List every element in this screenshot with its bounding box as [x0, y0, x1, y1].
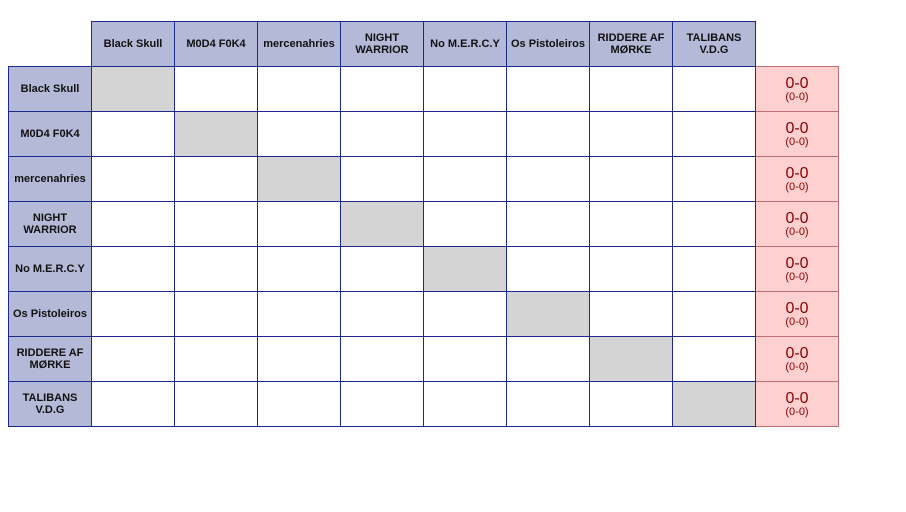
result-subscore: (0-0)	[785, 136, 809, 148]
match-cell[interactable]	[175, 247, 258, 292]
column-header-label: Black Skull	[103, 38, 163, 50]
row-header-label: RIDDERE AF MØRKE	[16, 347, 84, 371]
column-header-label: NIGHT WARRIOR	[355, 32, 409, 56]
match-cell[interactable]	[341, 112, 424, 157]
result-cell	[756, 337, 839, 382]
match-cell[interactable]	[175, 337, 258, 382]
result-subscore: (0-0)	[785, 316, 809, 328]
table-row	[9, 67, 839, 112]
result-cell	[756, 112, 839, 157]
column-header-team	[175, 22, 258, 67]
table-row	[9, 247, 839, 292]
column-header-team	[590, 22, 673, 67]
diagonal-cell	[92, 67, 175, 112]
column-header-team	[507, 22, 590, 67]
match-cell[interactable]	[92, 337, 175, 382]
match-cell[interactable]	[424, 337, 507, 382]
result-score: 0-0	[785, 390, 809, 407]
result-subscore: (0-0)	[785, 406, 809, 418]
column-header-team	[341, 22, 424, 67]
result-subscore: (0-0)	[785, 91, 809, 103]
match-cell[interactable]	[673, 112, 756, 157]
match-cell[interactable]	[258, 202, 341, 247]
column-header-label: Os Pistoleiros	[511, 38, 585, 50]
column-header-team	[424, 22, 507, 67]
match-cell[interactable]	[590, 202, 673, 247]
row-header-label: M0D4 F0K4	[20, 128, 80, 140]
table-row	[9, 382, 839, 427]
result-score: 0-0	[785, 75, 809, 92]
match-cell[interactable]	[590, 67, 673, 112]
match-cell[interactable]	[424, 157, 507, 202]
match-cell[interactable]	[590, 157, 673, 202]
result-score: 0-0	[785, 210, 809, 227]
result-subscore: (0-0)	[785, 361, 809, 373]
match-cell[interactable]	[424, 67, 507, 112]
row-header-team	[9, 337, 92, 382]
match-cell[interactable]	[92, 382, 175, 427]
match-cell[interactable]	[424, 202, 507, 247]
match-cell[interactable]	[175, 382, 258, 427]
match-cell[interactable]	[258, 292, 341, 337]
match-cell[interactable]	[258, 112, 341, 157]
match-cell[interactable]	[507, 247, 590, 292]
row-header-team	[9, 247, 92, 292]
match-cell[interactable]	[175, 67, 258, 112]
table-row	[9, 292, 839, 337]
match-cell[interactable]	[590, 247, 673, 292]
row-header-team	[9, 202, 92, 247]
diagonal-cell	[258, 157, 341, 202]
column-header-label: mercenahries	[263, 38, 335, 50]
table-row	[9, 202, 839, 247]
column-header-team	[673, 22, 756, 67]
match-cell[interactable]	[507, 337, 590, 382]
match-cell[interactable]	[92, 112, 175, 157]
match-cell[interactable]	[341, 337, 424, 382]
match-cell[interactable]	[673, 247, 756, 292]
result-score: 0-0	[785, 165, 809, 182]
match-cell[interactable]	[175, 202, 258, 247]
row-header-label: TALIBANS V.D.G	[22, 392, 78, 416]
result-score: 0-0	[785, 300, 809, 317]
match-cell[interactable]	[341, 292, 424, 337]
match-cell[interactable]	[341, 247, 424, 292]
match-cell[interactable]	[175, 292, 258, 337]
row-header-label: mercenahries	[14, 173, 86, 185]
match-cell[interactable]	[673, 292, 756, 337]
column-header-label: TALIBANS V.D.G	[686, 32, 742, 56]
column-header-team	[258, 22, 341, 67]
match-cell[interactable]	[258, 247, 341, 292]
result-score: 0-0	[785, 120, 809, 137]
match-cell[interactable]	[590, 292, 673, 337]
header-row	[9, 22, 839, 67]
column-header-label: M0D4 F0K4	[186, 38, 246, 50]
match-cell[interactable]	[507, 202, 590, 247]
result-subscore: (0-0)	[785, 271, 809, 283]
row-header-team	[9, 292, 92, 337]
results-header-blank	[756, 22, 839, 67]
results-matrix	[8, 21, 839, 427]
match-cell[interactable]	[341, 157, 424, 202]
table-row	[9, 157, 839, 202]
match-cell[interactable]	[92, 202, 175, 247]
match-cell[interactable]	[507, 382, 590, 427]
diagonal-cell	[673, 382, 756, 427]
row-header-team	[9, 112, 92, 157]
result-cell	[756, 202, 839, 247]
match-cell[interactable]	[507, 67, 590, 112]
match-cell[interactable]	[341, 67, 424, 112]
match-cell[interactable]	[424, 112, 507, 157]
match-cell[interactable]	[92, 292, 175, 337]
match-cell[interactable]	[590, 382, 673, 427]
match-cell[interactable]	[424, 292, 507, 337]
match-cell[interactable]	[673, 337, 756, 382]
match-cell[interactable]	[507, 157, 590, 202]
column-header-label: RIDDERE AF MØRKE	[597, 32, 665, 56]
result-cell	[756, 382, 839, 427]
row-header-label: No M.E.R.C.Y	[15, 263, 85, 275]
match-cell[interactable]	[507, 112, 590, 157]
match-cell[interactable]	[92, 247, 175, 292]
row-header-label: Black Skull	[20, 83, 80, 95]
diagonal-cell	[424, 247, 507, 292]
match-cell[interactable]	[341, 382, 424, 427]
result-cell	[756, 292, 839, 337]
result-cell	[756, 247, 839, 292]
match-cell[interactable]	[673, 202, 756, 247]
match-cell[interactable]	[424, 382, 507, 427]
row-header-label: Os Pistoleiros	[13, 308, 87, 320]
diagonal-cell	[175, 112, 258, 157]
match-cell[interactable]	[175, 157, 258, 202]
match-cell[interactable]	[258, 382, 341, 427]
match-cell[interactable]	[673, 67, 756, 112]
diagonal-cell	[507, 292, 590, 337]
result-score: 0-0	[785, 345, 809, 362]
column-header-team	[92, 22, 175, 67]
corner-cell	[9, 22, 92, 67]
result-subscore: (0-0)	[785, 181, 809, 193]
row-header-team	[9, 157, 92, 202]
diagonal-cell	[341, 202, 424, 247]
column-header-label: No M.E.R.C.Y	[430, 38, 500, 50]
table-row	[9, 337, 839, 382]
result-cell	[756, 157, 839, 202]
match-cell[interactable]	[673, 157, 756, 202]
diagonal-cell	[590, 337, 673, 382]
row-header-label: NIGHT WARRIOR	[23, 212, 77, 236]
match-cell[interactable]	[258, 337, 341, 382]
table-row	[9, 112, 839, 157]
match-cell[interactable]	[92, 157, 175, 202]
match-cell[interactable]	[590, 112, 673, 157]
match-cell[interactable]	[258, 67, 341, 112]
result-subscore: (0-0)	[785, 226, 809, 238]
result-cell	[756, 67, 839, 112]
row-header-team	[9, 67, 92, 112]
row-header-team	[9, 382, 92, 427]
result-score: 0-0	[785, 255, 809, 272]
